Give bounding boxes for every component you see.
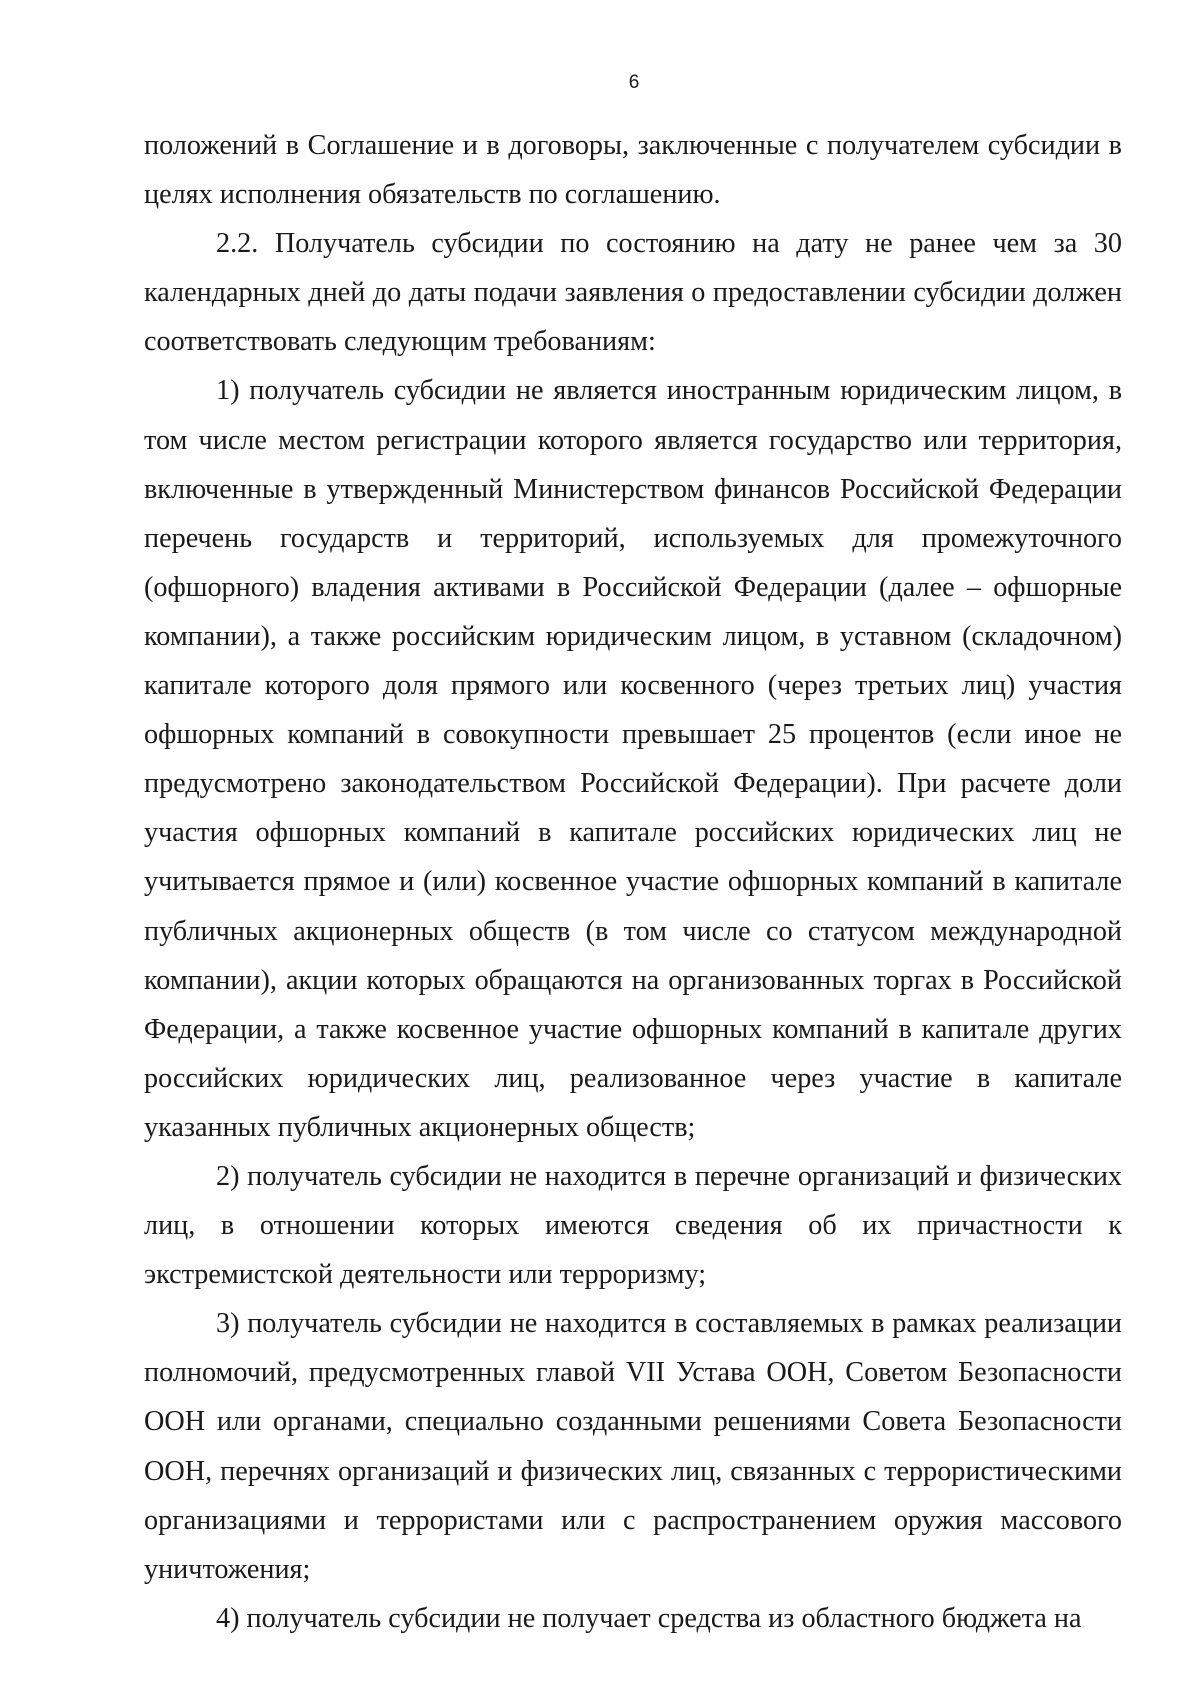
paragraph-item-4: 4) получатель субсидии не получает средства из областного бюджета на — [216, 1602, 1082, 1634]
paragraph-2-2: 2.2. Получатель субсидии по состоянию на дату не ранее чем за 30 календарных дней до даты подачи заявления о предоставлении субсидии должен соответствовать следующим требованиям: — [144, 228, 1122, 358]
paragraph-item-3: 3) получатель субсидии не находится в составляемых в рамках реализации полномочий, предусмотренных главой VII Устава ООН, Советом Безопасности ООН или органами, специально созданными решениями Совета Безопасности ООН, перечнях организаций и физических лиц, связанных с террористическими организациями и террористами или с распространением оружия массового уничтожения; — [144, 1308, 1122, 1585]
paragraph-item-2: 2) получатель субсидии не находится в перечне организаций и физических лиц, в отношении которых имеются сведения об их причастности к экстремистской деятельности или терроризму; — [144, 1160, 1122, 1291]
document-body — [144, 121, 1122, 1643]
paragraph-item-1: 1) получатель субсидии не является иностранным юридическим лицом, в том числе местом регистрации которого является государство или территория, включенные в утвержденный Министерством финансов Российской Федерации перечень государств и территорий, используемых для промежуточного (офшорного) владения активами в Российской Федерации (далее – офшорные компании), а также российским юридическим лицом, в уставном (складочном) капитале которого доля прямого или косвенного (через третьих лиц) участия офшорных компаний в совокупности превышает 25 процентов (если иное не предусмотрено законодательством Российской Федерации). При расчете доли участия офшорных компаний в капитале российских юридических лиц не учитывается прямое и (или) косвенное участие офшорных компаний в капитале публичных акционерных обществ (в том числе со статусом международной компании), акции которых обращаются на организованных торгах в Российской Федерации, а также косвенное участие офшорных компаний в капитале других российских юридических лиц, реализованное через участие в капитале указанных публичных акционерных обществ; — [144, 375, 1122, 1143]
paragraph-continuation: положений в Соглашение и в договоры, заключенные с получателем субсидии в целях исполнения обязательств по соглашению. — [144, 130, 1122, 211]
page-number: 6 — [628, 72, 640, 93]
